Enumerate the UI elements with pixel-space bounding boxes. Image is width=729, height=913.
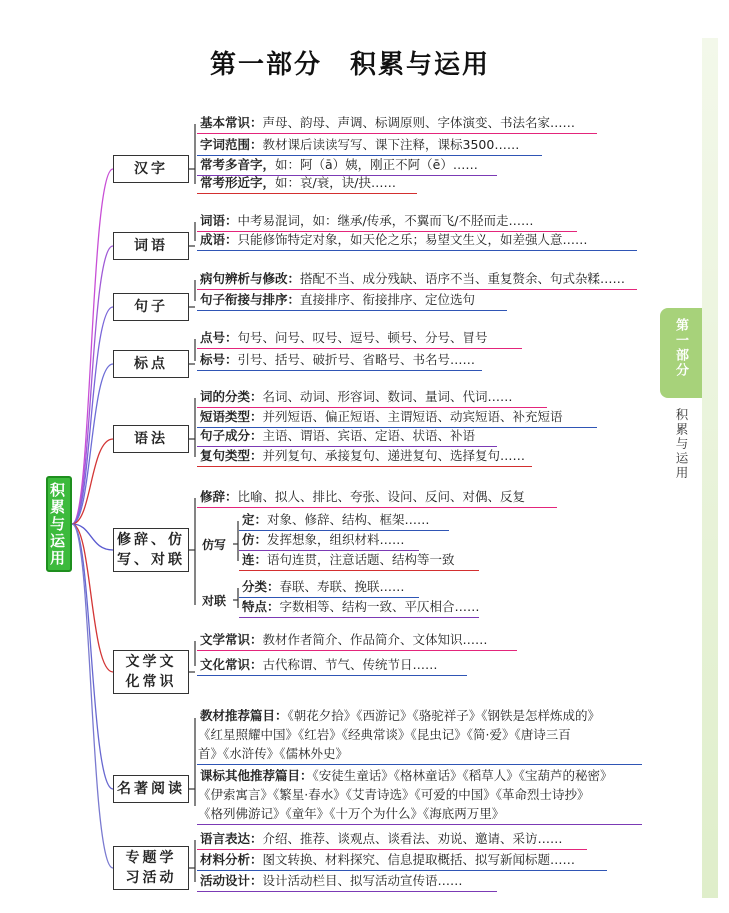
item-row — [242, 578, 405, 596]
item-label: 语言表达： — [200, 831, 263, 846]
item-label: 基本常识： — [200, 115, 263, 130]
item-text: 搭配不当、成分残缺、语序不当、重复赘余、句式杂糅…… — [300, 271, 626, 286]
item-label: 句子成分： — [200, 428, 263, 443]
para-line — [200, 706, 600, 725]
item-row — [200, 631, 488, 649]
para-underline — [197, 824, 642, 825]
item-text: 声母、韵母、声调、标调原则、字体演变、书法名家…… — [262, 115, 576, 130]
item-text: 图文转换、材料探究、信息提取概括、拟写新闻标题…… — [262, 852, 576, 867]
item-underline — [197, 675, 467, 676]
item-row — [200, 329, 488, 347]
root-connector — [72, 169, 113, 524]
item-label: 点号： — [200, 330, 238, 345]
item-text: 《红星照耀中国》《红岩》《经典常谈》《昆虫记》《简·爱》《唐诗三百 — [198, 727, 571, 742]
item-underline — [197, 250, 637, 251]
item-row — [200, 156, 478, 174]
item-row — [242, 551, 455, 569]
item-text: 《格列佛游记》《童年》《十万个为什么》《海底两万里》 — [198, 806, 505, 821]
item-text: 如：阿（ā）姨，刚正不阿（ē）…… — [275, 157, 478, 172]
category-box-6: 文学文 化常识 — [113, 650, 189, 694]
item-text: 《朝花夕拾》《西游记》《骆驼祥子》《钢铁是怎样炼成的》 — [287, 708, 601, 723]
item-underline — [197, 466, 532, 467]
item-text: 字数相等、结构一致、平仄相合…… — [279, 599, 480, 614]
item-label: 特点： — [242, 599, 280, 614]
item-underline — [197, 310, 507, 311]
category-box-1: 词语 — [113, 232, 189, 260]
group-label: 仿写 — [202, 538, 227, 552]
root-connector — [72, 307, 113, 524]
item-label: 词语： — [200, 213, 238, 228]
item-label: 常考形近字， — [200, 175, 276, 190]
category-box-4: 语法 — [113, 425, 189, 453]
item-underline — [239, 617, 479, 618]
item-row — [200, 408, 563, 426]
group-label: 对联 — [202, 594, 227, 608]
item-underline — [197, 289, 637, 290]
item-text: 语句连贯，注意话题、结构等一致 — [267, 552, 455, 567]
category-box-3: 标点 — [113, 350, 189, 378]
item-row — [200, 174, 396, 192]
item-underline — [197, 133, 597, 134]
item-underline — [239, 570, 479, 571]
item-label: 活动设计： — [200, 873, 263, 888]
item-row — [200, 488, 525, 506]
item-underline — [197, 193, 417, 194]
category-box-5: 修辞、仿 写、对联 — [113, 528, 189, 572]
root-node: 积累与运用 — [46, 476, 72, 572]
item-label: 文学常识： — [200, 632, 263, 647]
item-text: 引号、括号、破折号、省略号、书名号…… — [237, 352, 476, 367]
item-row — [200, 427, 475, 445]
item-row — [200, 114, 575, 132]
page-title: 第一部分 积累与运用 — [209, 50, 491, 80]
para-line — [198, 725, 571, 744]
item-row — [200, 656, 438, 674]
item-underline — [197, 370, 482, 371]
item-label: 病句辨析与修改： — [200, 271, 301, 286]
item-text: 对象、修辞、结构、框架…… — [267, 512, 430, 527]
item-row — [200, 351, 475, 369]
item-row — [200, 872, 463, 890]
root-connector — [72, 364, 113, 524]
para-line — [198, 785, 589, 804]
item-text: 只能修饰特定对象，如天伦之乐；易望文生义，如差强人意…… — [237, 232, 588, 247]
item-label: 定： — [242, 512, 268, 527]
item-label: 教材推荐篇目： — [200, 708, 288, 723]
item-label: 成语： — [200, 232, 238, 247]
item-row — [200, 291, 475, 309]
item-text: 介绍、推荐、谈观点、谈看法、劝说、邀请、采访…… — [262, 831, 563, 846]
item-label: 标号： — [200, 352, 238, 367]
root-connector — [72, 246, 113, 524]
item-text: 古代称谓、节气、传统节日…… — [262, 657, 438, 672]
root-connector — [72, 524, 113, 672]
item-row — [242, 598, 480, 616]
category-box-2: 句子 — [113, 293, 189, 321]
side-tab-label: 第一部分 — [673, 318, 688, 378]
item-row — [200, 270, 625, 288]
item-text: 设计活动栏目、拟写活动宣传语…… — [262, 873, 463, 888]
item-row — [242, 531, 405, 549]
item-label: 句子衔接与排序： — [200, 292, 301, 307]
item-label: 常考多音字， — [200, 157, 276, 172]
root-connector — [72, 524, 113, 789]
side-tab-subtitle: 积累与运用 — [674, 408, 689, 481]
para-underline — [197, 764, 642, 765]
item-row — [200, 136, 519, 154]
item-row — [200, 447, 525, 465]
item-text: 春联、寿联、挽联…… — [279, 579, 405, 594]
item-label: 字词范围： — [200, 137, 263, 152]
item-underline — [197, 348, 522, 349]
item-text: 发挥想象，组织材料…… — [267, 532, 405, 547]
item-text: 首》《水浒传》《儒林外史》 — [198, 746, 349, 761]
para-line — [198, 744, 348, 763]
item-label: 文化常识： — [200, 657, 263, 672]
item-underline — [197, 891, 497, 892]
item-underline — [197, 650, 517, 651]
item-label: 连： — [242, 552, 268, 567]
item-text: 名词、动词、形容词、数词、量词、代词…… — [262, 389, 513, 404]
item-label: 分类： — [242, 579, 280, 594]
category-box-7: 名著阅读 — [113, 775, 189, 803]
item-text: 如：哀/衰，诀/抉…… — [275, 175, 396, 190]
para-line — [198, 804, 504, 823]
item-label: 仿： — [242, 532, 268, 547]
root-connector — [72, 524, 113, 868]
category-box-8: 专题学 习活动 — [113, 846, 189, 890]
item-text: 教材课后读读写写、课下注释，课标3500…… — [262, 137, 520, 152]
item-text: 《安徒生童话》《格林童话》《稻草人》《宝葫芦的秘密》 — [312, 768, 613, 783]
item-row — [200, 851, 575, 869]
item-row — [200, 388, 513, 406]
category-box-0: 汉字 — [113, 155, 189, 183]
item-text: 句号、问号、叹号、逗号、顿号、分号、冒号 — [237, 330, 488, 345]
item-text: 教材作者简介、作品简介、文体知识…… — [262, 632, 488, 647]
item-text: 并列短语、偏正短语、主谓短语、动宾短语、补充短语 — [262, 409, 563, 424]
para-line — [200, 766, 613, 785]
item-row — [200, 212, 533, 230]
item-text: 比喻、拟人、排比、夸张、设问、反问、对偶、反复 — [237, 489, 526, 504]
item-label: 课标其他推荐篇目： — [200, 768, 313, 783]
item-label: 修辞： — [200, 489, 238, 504]
item-underline — [197, 507, 557, 508]
item-text: 直接排序、衔接排序、定位选句 — [300, 292, 476, 307]
item-underline — [197, 849, 587, 850]
item-row — [200, 830, 563, 848]
item-label: 短语类型： — [200, 409, 263, 424]
item-row — [242, 511, 430, 529]
item-label: 复句类型： — [200, 448, 263, 463]
item-label: 材料分析： — [200, 852, 263, 867]
item-text: 并列复句、承接复句、递进复句、选择复句…… — [262, 448, 526, 463]
item-text: 《伊索寓言》《繁星·春水》《艾青诗选》《可爱的中国》《革命烈士诗抄》 — [198, 787, 590, 802]
item-underline — [197, 870, 607, 871]
item-label: 词的分类： — [200, 389, 263, 404]
item-text: 中考易混词，如：继承/传承，不翼而飞/不胫而走…… — [237, 213, 534, 228]
item-row — [200, 231, 588, 249]
item-text: 主语、谓语、宾语、定语、状语、补语 — [262, 428, 476, 443]
